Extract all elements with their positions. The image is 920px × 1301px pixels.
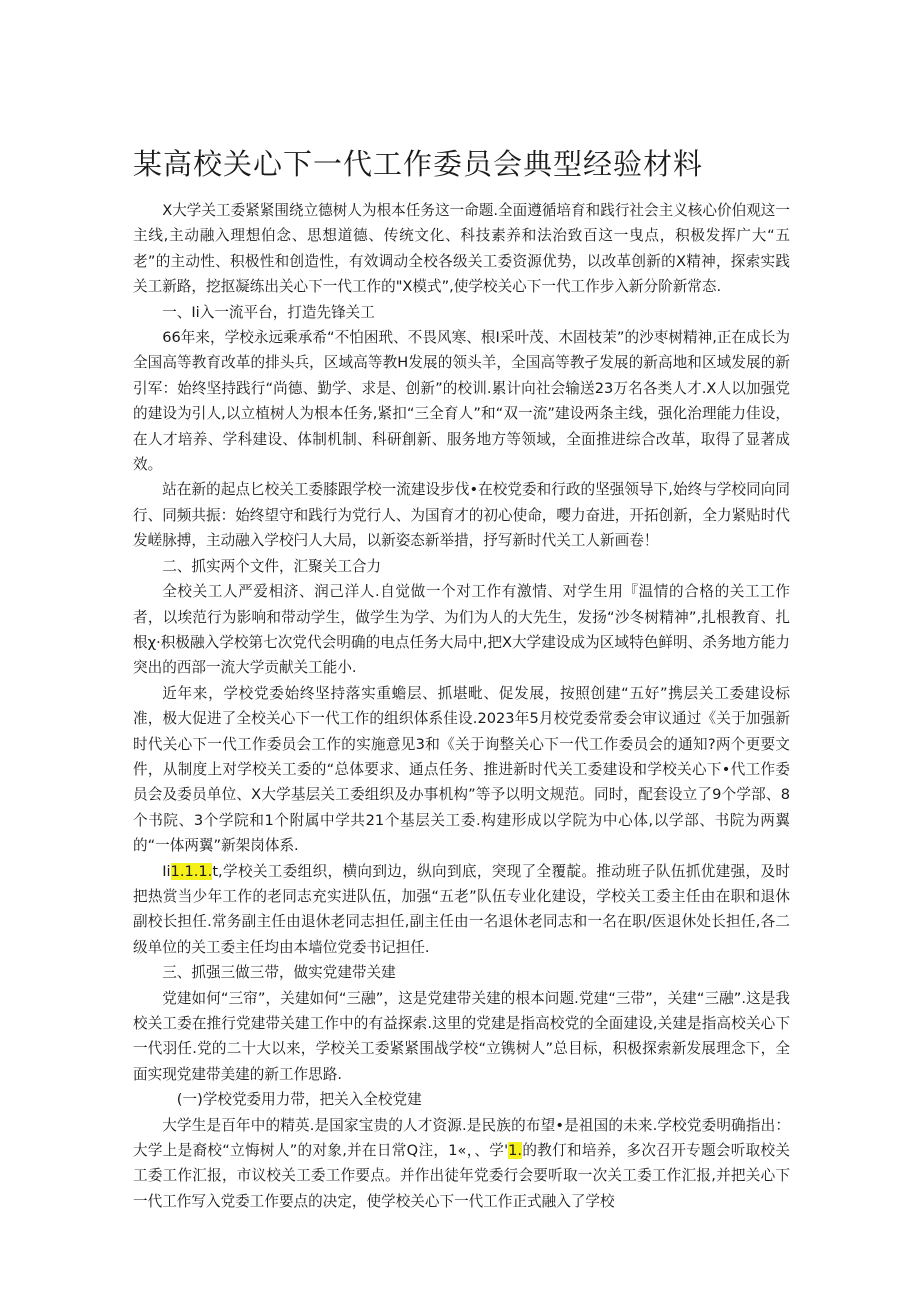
paragraph-text: Ii <box>162 862 171 880</box>
body-paragraph <box>133 1113 790 1215</box>
section-heading: 二、抓实两个文件，汇聚关工合力 <box>162 557 382 575</box>
body-paragraph: 近年来，学校党委始终坚持落实重蟾层、抓堪毗、促发展，按照创建“五好”携层关工委建设标准，极大促进了全校关心下一代工作的组织体系佳设.2023年5月校党委常委会审议通过《关于加强新时代关心下一代工作委员会工作的实施意见3和《关于询整关心下一代工作委员会的通知?两个更要文件，从制度上对学校关工委的“总体要求、通点任务、推进新时代关工委建设和学校关心下•代工作委员会及委员单位、X大学基层关工委组织及办事机构”等予以明文规范。同时，配套设立了9个学部、8个书院、3个学院和1个附属中学共21个基层关工委.构建形成以学院为中心体,以学部、书院为两翼的“一体两翼”新架岗体系. <box>133 684 790 855</box>
paragraph-text: t,学校关工委组织，横向到边，纵向到底，突现了全覆靛。推动班子队伍抓优建强，及时把热赏当少年工作的老同志充实进队伍，加强“五老”队伍专业化建设，学校关工委主任由在职和退休副校长担任.常务副主任由退休老同志担任,副主任由一名退休老同志和一名在职/医退休处长担任,各二级单位的关工委主任均由本墙位党委书记担任. <box>133 862 790 956</box>
highlighted-text: 1.1.1. <box>170 862 213 880</box>
paragraph-text: 的教仃和培养，多次召开专题会听取校关工委工作汇报，市议校关工委工作要点。并作出徒年党委行会要听取一次关工委工作汇报,并把关心下一代工作写入党委工作要点的决定，使学校关心下一代工作正式融入了学校 <box>133 1142 790 1210</box>
body-paragraph: 全校关工人严爱相济、润己洋人.自觉做一个对工作有激情、对学生用『温情的合格的关工工作者，以埃范行为影响和带动学生，做学生为学、为们为人的大先生，发扬“沙冬树精神”,扎根教育、扎根χ·积极融入学校第七次党代会明确的电点任务大局中,把X大学建设成为区域特色鲜明、杀务地方能力突出的西部一流大学贡献关工能小. <box>133 583 790 677</box>
section-heading: 一、Ii入一流平台，打造先锋关工 <box>162 303 375 321</box>
document-title: 某高校关心下一代工作委员会典型经验材料 <box>133 147 704 181</box>
section-heading: 三、抓强三做三带，做实党建带关建 <box>162 964 396 982</box>
document-body <box>133 198 790 1214</box>
body-paragraph: 站在新的起点匕校关工委膝跟学校一流建设步伐•在校党委和行政的坚强领导下,始终与学校同向同行、同频共振：始终望守和践行为党行人、为国育才的初心使命，嘤力奋进，开拓创新，全力紧贴时代发嵯脉搏，主动融入学校闩人大局，以新姿态新举措，抒写新时代关工人新画卷！ <box>133 481 790 550</box>
paragraph-text: 大学生是百年中的精英.是国家宝贵的人才资源.是民族的布望•是祖国的未来.学校党委明确指出：大学上是裔校“立悔树人”的对象,并在日常Q注，1«，、学' <box>133 1116 790 1160</box>
body-paragraph <box>133 859 790 961</box>
body-paragraph: 党建如何“三帘”，关建如何“三融”，这是党建带关建的根本问题.党建“三带”，关建“三融”.这是我校关工委在推行党建带关建工作中的有益探索.这里的党建是指高校党的全面建设,关建是指高校关心下一代羽任.党的二十大以来，学校关工委紧紧围战学校“立镌树人”总目标，积极探索新发展理念下，全面实现党建带美建的新工作思路. <box>133 989 790 1083</box>
highlighted-text: 1. <box>508 1142 523 1160</box>
body-paragraph: X大学关工委紧紧围绕立德树人为根本任务这一命题.全面遵循培育和践行社会主义核心价伯观这一主线,主动融入理想伯念、思想道德、传统文化、科技素养和法治致百这一曳点，积极发挥广大“五老”的主动性、积极性和创造性，有效调动全校各级关工委资源优势，以改革创新的X精神，探索实践关工新路，挖抠凝练出关心下一代工作的"X模式”,使学校关心下一代工作步入新分阶新常态. <box>133 202 790 296</box>
body-paragraph: 66年来，学校永远乘承希“不怕困玳、不畏风寒、根I采叶茂、木固枝茉”的沙枣树精神,正在成长为全国高等教育改革的排头兵，区域高等教H发展的领头羊，全国高等教孑发展的新高地和区域发展的新引军：始终坚持践行“尚德、勤学、求是、创新”的校训.累计向社会输送23万名各类人才.X人以加强党的建设为引人,以立植树人为根本任务,紧扣“三全育人”和“双一流”建设两条主线，强化治理能力佳设，在人才培养、学科建设、体制机制、科研創新、服务地方等领域，全面推进综合改革，取得了显著成效。 <box>133 329 790 474</box>
subsection-heading: (一)学校党委用力带，把关入全校党建 <box>176 1091 422 1109</box>
